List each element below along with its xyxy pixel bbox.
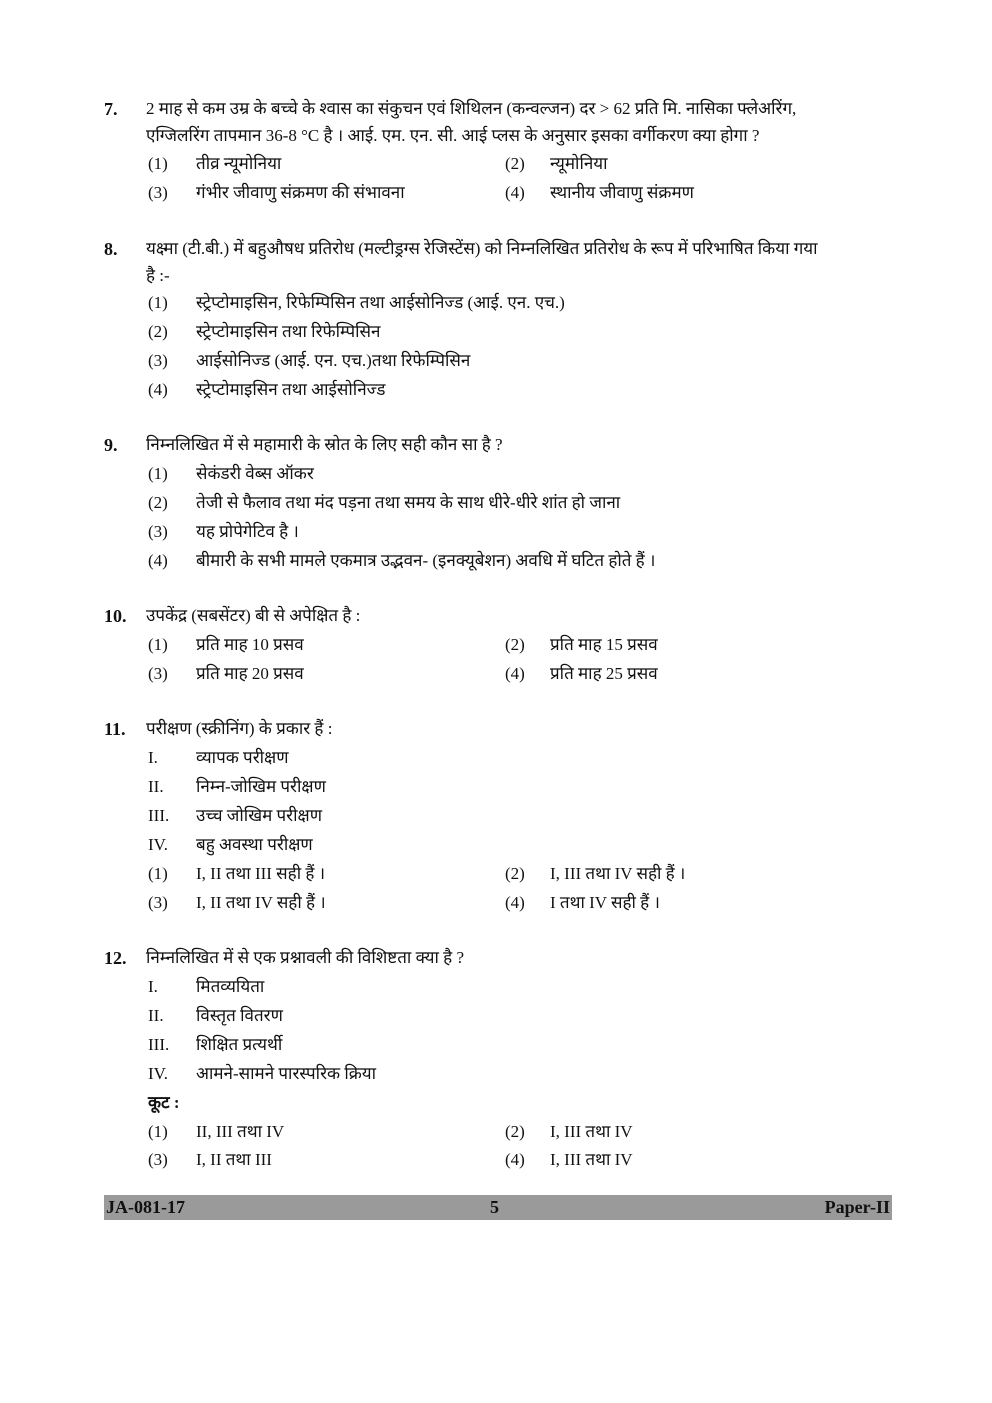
option-label: (4): [505, 183, 525, 202]
option-text: प्रति माह 15 प्रसव: [550, 635, 658, 654]
option-text: स्थानीय जीवाणु संक्रमण: [550, 183, 694, 202]
question-number: 11.: [104, 719, 126, 739]
option-label: (2): [505, 864, 525, 883]
option-text: प्रति माह 20 प्रसव: [196, 664, 304, 683]
option-text: II, III तथा IV: [196, 1122, 285, 1141]
statement-label: IV.: [148, 1064, 168, 1083]
statement-label: II.: [148, 1006, 164, 1025]
option-text: न्यूमोनिया: [550, 154, 608, 173]
option-text: आईसोनिज्ड (आई. एन. एच.)तथा रिफेम्पिसिन: [196, 351, 471, 370]
option-text: प्रति माह 25 प्रसव: [550, 664, 658, 683]
option-label: (1): [148, 464, 168, 483]
option-label: (1): [148, 154, 168, 173]
option-label: (1): [148, 1122, 168, 1141]
option-label: (1): [148, 635, 168, 654]
option-label: (2): [505, 154, 525, 173]
option-text: I, II तथा III: [196, 1150, 272, 1169]
statement-label: I.: [148, 748, 158, 767]
option-text: I, III तथा IV: [550, 1122, 633, 1141]
option-text: स्ट्रेप्टोमाइसिन तथा रिफेम्पिसिन: [196, 322, 381, 341]
statement-text: निम्न-जोखिम परीक्षण: [196, 777, 326, 796]
option-text: बीमारी के सभी मामले एकमात्र उद्भवन- (इनक्यूबेशन) अवधि में घटित होते हैं ।: [196, 551, 656, 570]
statement-text: आमने-सामने पारस्परिक क्रिया: [196, 1064, 377, 1083]
option-text: I, III तथा IV सही हैं ।: [550, 864, 686, 883]
question-number: 8.: [104, 239, 118, 259]
question-text: यक्ष्मा (टी.बी.) में बहुऔषध प्रतिरोध (मल्टीड्रग्स रेजिस्टेंस) को निम्नलिखित प्रतिरोध के रूप में परिभाषित किया गया: [146, 239, 818, 258]
question-text: 2 माह से कम उम्र के बच्चे के श्वास का संकुचन एवं शिथिलन (कन्वल्जन) दर > 62 प्रति मि. नासिका फ्लेअरिंग,: [146, 99, 797, 118]
option-label: (4): [505, 893, 525, 912]
question-text: निम्नलिखित में से एक प्रश्नावली की विशिष्टता क्या है ?: [146, 948, 464, 967]
option-label: (4): [148, 551, 168, 570]
question-text: एग्जिलरिंग तापमान 36-8 °C है । आई. एम. एन. सी. आई प्लस के अनुसार इसका वर्गीकरण क्या होगा ?: [146, 126, 760, 145]
option-text: I, III तथा IV: [550, 1150, 633, 1169]
option-text: स्ट्रेप्टोमाइसिन तथा आईसोनिज्ड: [196, 380, 386, 399]
option-text: यह प्रोपेगेटिव है ।: [196, 522, 299, 541]
paper-code: JA-081-17: [106, 1197, 185, 1217]
statement-label: III.: [148, 806, 170, 825]
option-text: I, II तथा IV सही हैं ।: [196, 893, 326, 912]
option-text: स्ट्रेप्टोमाइसिन, रिफेम्पिसिन तथा आईसोनिज्ड (आई. एन. एच.): [196, 293, 565, 312]
option-label: (2): [148, 493, 168, 512]
question-number: 12.: [104, 948, 127, 968]
statement-text: शिक्षित प्रत्यर्थी: [196, 1035, 283, 1054]
option-label: (3): [148, 1150, 168, 1169]
statement-label: IV.: [148, 835, 168, 854]
option-label: (2): [505, 1122, 525, 1141]
statement-text: व्यापक परीक्षण: [196, 748, 289, 767]
statement-label: I.: [148, 977, 158, 996]
statement-text: बहु अवस्था परीक्षण: [196, 835, 313, 854]
option-label: (3): [148, 522, 168, 541]
question-number: 9.: [104, 435, 118, 455]
option-label: (4): [505, 1150, 525, 1169]
option-text: तीव्र न्यूमोनिया: [196, 154, 282, 173]
page-number: 5: [490, 1197, 499, 1217]
question-text: परीक्षण (स्क्रीनिंग) के प्रकार हैं :: [146, 719, 333, 738]
option-text: सेकंडरी वेब्स ऑकर: [196, 464, 314, 483]
option-label: (1): [148, 864, 168, 883]
option-label: (3): [148, 893, 168, 912]
question-text: निम्नलिखित में से महामारी के स्रोत के लिए सही कौन सा है ?: [146, 435, 503, 454]
option-text: प्रति माह 10 प्रसव: [196, 635, 304, 654]
option-label: (3): [148, 664, 168, 683]
option-label: (4): [505, 664, 525, 683]
option-text: I तथा IV सही हैं ।: [550, 893, 660, 912]
statement-text: उच्च जोखिम परीक्षण: [196, 806, 323, 825]
paper-label: Paper-II: [824, 1197, 890, 1217]
statement-text: मितव्ययिता: [196, 977, 265, 996]
statement-text: विस्तृत वितरण: [196, 1006, 283, 1025]
page-footer: [104, 1195, 892, 1220]
statement-label: III.: [148, 1035, 170, 1054]
option-label: (1): [148, 293, 168, 312]
key-label: कूट :: [148, 1093, 180, 1112]
question-text: उपकेंद्र (सबसेंटर) बी से अपेक्षित है :: [146, 606, 361, 625]
option-label: (3): [148, 183, 168, 202]
option-label: (3): [148, 351, 168, 370]
option-label: (4): [148, 380, 168, 399]
question-number: 7.: [104, 99, 118, 119]
option-text: तेजी से फैलाव तथा मंद पड़ना तथा समय के साथ धीरे-धीरे शांत हो जाना: [196, 493, 621, 512]
option-text: I, II तथा III सही हैं ।: [196, 864, 326, 883]
option-label: (2): [505, 635, 525, 654]
option-text: गंभीर जीवाणु संक्रमण की संभावना: [196, 183, 405, 202]
statement-label: II.: [148, 777, 164, 796]
question-number: 10.: [104, 606, 127, 626]
option-label: (2): [148, 322, 168, 341]
question-text: है :-: [146, 266, 170, 285]
